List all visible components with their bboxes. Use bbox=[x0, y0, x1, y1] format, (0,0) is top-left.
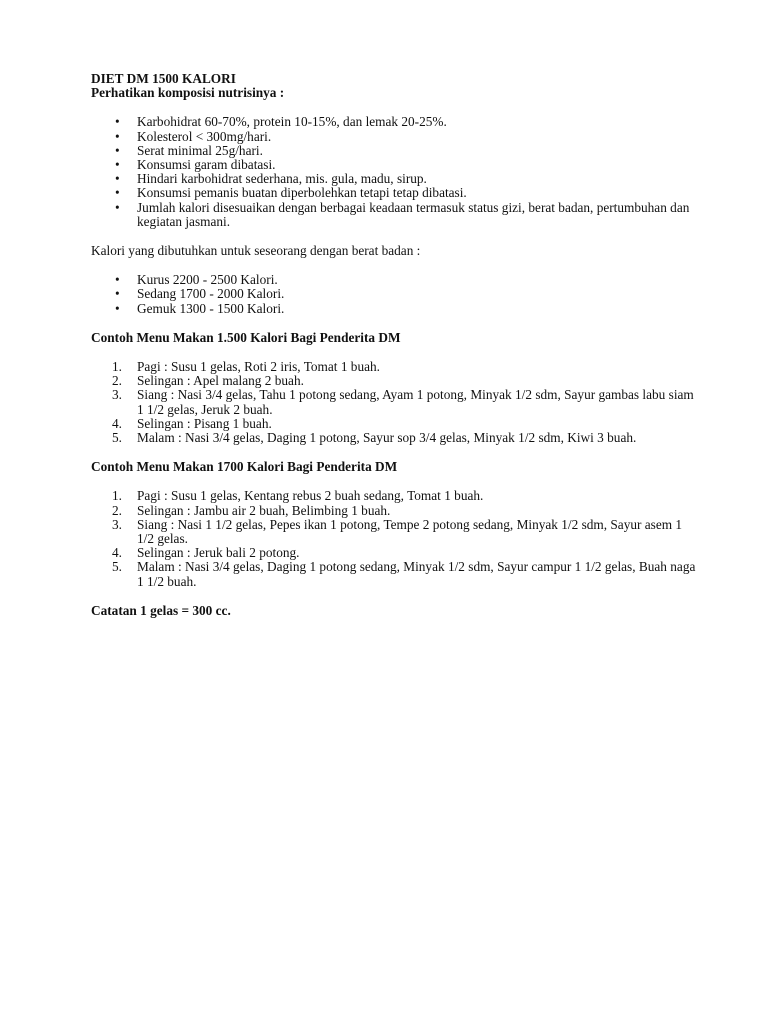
bullet-icon: • bbox=[115, 142, 120, 158]
list-item bbox=[91, 560, 698, 588]
list-item bbox=[91, 374, 698, 388]
list-item-text: Siang : Nasi 3/4 gelas, Tahu 1 potong sedang, Ayam 1 potong, Minyak 1/2 sdm, Sayur gambas labu siam 1 1/2 gelas, Jeruk 2 buah. bbox=[137, 387, 694, 417]
bullet-icon: • bbox=[115, 185, 120, 201]
list-item-text: Konsumsi garam dibatasi. bbox=[137, 157, 276, 173]
list-item bbox=[91, 546, 698, 560]
list-number: 2. bbox=[112, 502, 122, 518]
list-number: 2. bbox=[112, 373, 122, 389]
list-number: 5. bbox=[112, 430, 122, 446]
menu1-heading: Contoh Menu Makan 1.500 Kalori Bagi Penderita DM bbox=[91, 329, 401, 345]
list-item bbox=[91, 489, 698, 503]
menu2-list bbox=[91, 489, 698, 588]
bullet-icon: • bbox=[115, 199, 120, 215]
bullet-icon: • bbox=[115, 157, 120, 173]
list-item-text: Selingan : Jambu air 2 buah, Belimbing 1 buah. bbox=[137, 502, 391, 518]
list-number: 1. bbox=[112, 488, 122, 504]
list-item-text: Jumlah kalori disesuaikan dengan berbagai keadaan termasuk status gizi, berat badan, pertumbuhan dan kegiatan jasmani. bbox=[137, 199, 690, 229]
list-item bbox=[91, 144, 698, 158]
document-subtitle: Perhatikan komposisi nutrisinya : bbox=[91, 85, 285, 101]
bullet-icon: • bbox=[115, 286, 120, 302]
composition-list bbox=[91, 115, 698, 229]
list-item-text: Selingan : Pisang 1 buah. bbox=[137, 415, 272, 431]
note: Catatan 1 gelas = 300 cc. bbox=[91, 602, 231, 618]
list-number: 4. bbox=[112, 415, 122, 431]
list-item bbox=[91, 504, 698, 518]
list-item-text: Pagi : Susu 1 gelas, Roti 2 iris, Tomat 1 buah. bbox=[137, 359, 380, 375]
list-item bbox=[91, 273, 698, 287]
list-item-text: Selingan : Apel malang 2 buah. bbox=[137, 373, 304, 389]
bullet-icon: • bbox=[115, 171, 120, 187]
list-item-text: Sedang 1700 - 2000 Kalori. bbox=[137, 286, 285, 302]
list-item-text: Serat minimal 25g/hari. bbox=[137, 142, 263, 158]
list-item-text: Kurus 2200 - 2500 Kalori. bbox=[137, 272, 278, 288]
list-item-text: Malam : Nasi 3/4 gelas, Daging 1 potong, Sayur sop 3/4 gelas, Minyak 1/2 sdm, Kiwi 3 buah. bbox=[137, 430, 637, 446]
list-item bbox=[91, 172, 698, 186]
list-item bbox=[91, 302, 698, 316]
list-item bbox=[91, 518, 698, 546]
list-item bbox=[91, 115, 698, 129]
list-item bbox=[91, 201, 698, 229]
list-item bbox=[91, 360, 698, 374]
menu1-list bbox=[91, 360, 698, 445]
list-item bbox=[91, 130, 698, 144]
list-item-text: Karbohidrat 60-70%, protein 10-15%, dan lemak 20-25%. bbox=[137, 114, 447, 130]
list-item bbox=[91, 287, 698, 301]
list-item-text: Konsumsi pemanis buatan diperbolehkan tetapi tetap dibatasi. bbox=[137, 185, 467, 201]
list-number: 1. bbox=[112, 359, 122, 375]
list-item bbox=[91, 417, 698, 431]
bullet-icon: • bbox=[115, 128, 120, 144]
list-item-text: Gemuk 1300 - 1500 Kalori. bbox=[137, 300, 285, 316]
bullet-icon: • bbox=[115, 272, 120, 288]
list-item-text: Malam : Nasi 3/4 gelas, Daging 1 potong sedang, Minyak 1/2 sdm, Sayur campur 1 1/2 gelas, Buah naga 1 1/2 buah. bbox=[137, 559, 696, 589]
list-item bbox=[91, 158, 698, 172]
list-number: 4. bbox=[112, 545, 122, 561]
list-number: 3. bbox=[112, 387, 122, 403]
list-item bbox=[91, 388, 698, 416]
list-number: 5. bbox=[112, 559, 122, 575]
document-title: DIET DM 1500 KALORI bbox=[91, 71, 236, 86]
list-number: 3. bbox=[112, 516, 122, 532]
list-item-text: Siang : Nasi 1 1/2 gelas, Pepes ikan 1 potong, Tempe 2 potong sedang, Minyak 1/2 sdm, Sayur asem 1 1/2 gelas. bbox=[137, 516, 683, 547]
bullet-icon: • bbox=[115, 300, 120, 316]
list-item bbox=[91, 186, 698, 200]
calorie-intro: Kalori yang dibutuhkan untuk seseorang dengan berat badan : bbox=[91, 243, 421, 259]
list-item-text: Hindari karbohidrat sederhana, mis. gula, madu, sirup. bbox=[137, 171, 427, 187]
list-item-text: Selingan : Jeruk bali 2 potong. bbox=[137, 545, 300, 561]
list-item-text: Kolesterol < 300mg/hari. bbox=[137, 128, 272, 144]
bullet-icon: • bbox=[115, 114, 120, 130]
calorie-list bbox=[91, 273, 698, 316]
menu2-heading: Contoh Menu Makan 1700 Kalori Bagi Penderita DM bbox=[91, 459, 398, 475]
list-item bbox=[91, 431, 698, 445]
list-item-text: Pagi : Susu 1 gelas, Kentang rebus 2 buah sedang, Tomat 1 buah. bbox=[137, 488, 484, 504]
